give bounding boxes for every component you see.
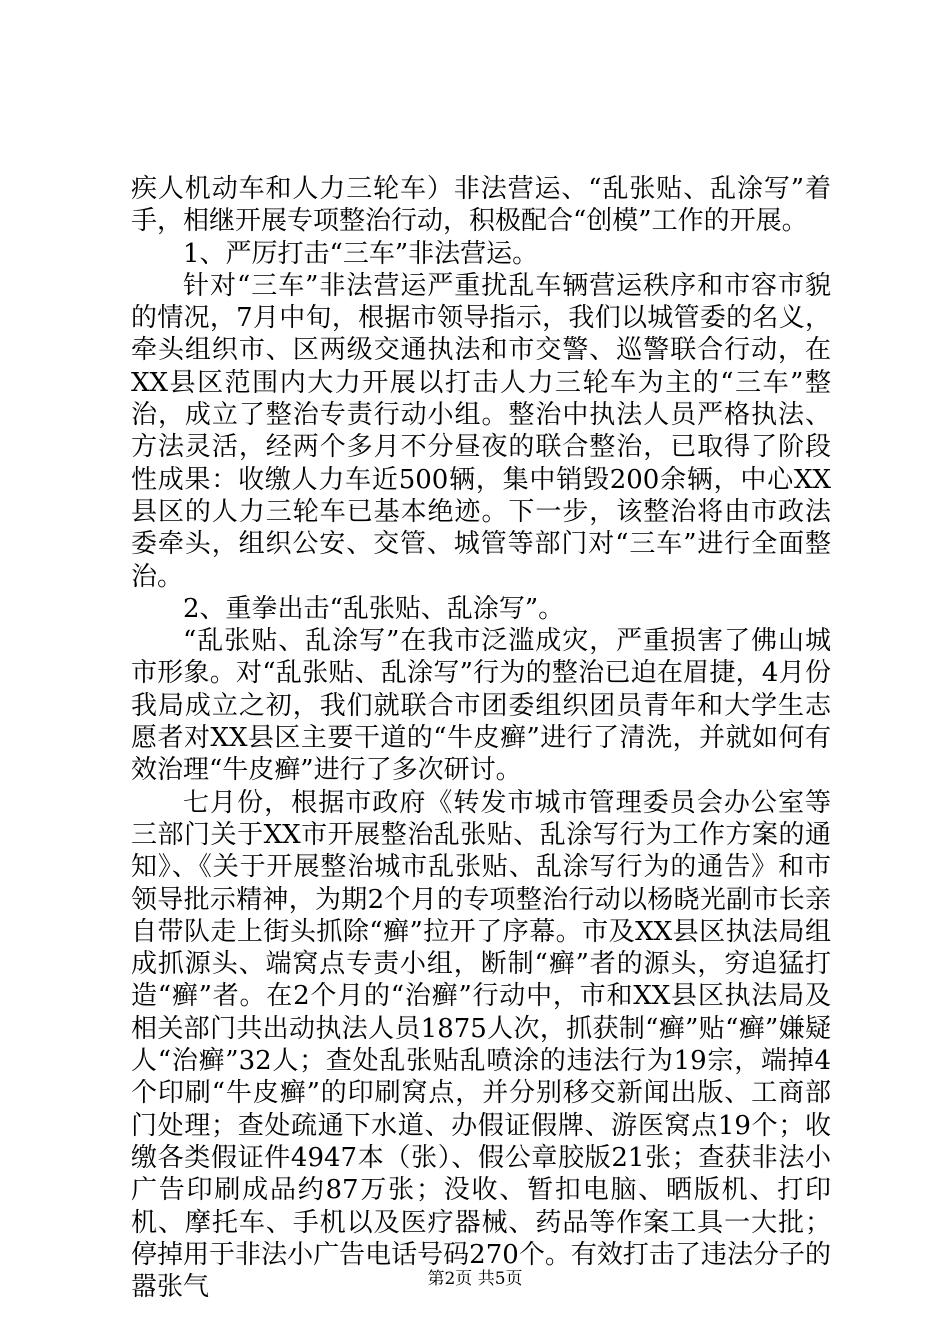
paragraph-continuation: 疾人机动车和人力三轮车）非法营运、“乱张贴、乱涂写”着手，相继开展专项整治行动，积极配合“创模”工作的开展。 [131,174,831,237]
document-body [131,173,831,1303]
paragraph-illegal-posting: “乱张贴、乱涂写”在我市泛滥成灾，严重损害了佛山城市形象。对“乱张贴、乱涂写”行为的整治已迫在眉捷，4月份我局成立之初，我们就联合市团委组织团员青年和大学生志愿者对XX县区主要干道的“牛皮癣”进行了清洗，并就如何有效治理“牛皮癣”进行了多次研讨。 [131,626,831,786]
paragraph-three-vehicles: 针对“三车”非法营运严重扰乱车辆营运秩序和市容市貌的情况，7月中旬，根据市领导指示，我们以城管委的名义，牵头组织市、区两级交通执法和市交警、巡警联合行动，在XX县区范围内大力开展以打击人力三轮车为主的“三车”整治，成立了整治专责行动小组。整治中执法人员严格执法、方法灵活，经两个多月不分昼夜的联合整治，已取得了阶段性成果：收缴人力车近500辆，集中销毁200余辆，中心XX县区的人力三轮车已基本绝迹。下一步，该整治将由市政法委牵头，组织公安、交管、城管等部门对“三车”进行全面整治。 [131,270,831,592]
paragraph-july-campaign: 七月份，根据市政府《转发市城市管理委员会办公室等三部门关于XX市开展整治乱张贴、乱涂写行为工作方案的通知》、《关于开展整治城市乱张贴、乱涂写行为的通告》和市领导批示精神，为期2个月的专项整治行动以杨晓光副市长亲自带队走上街头抓除“癣”拉开了序幕。市及XX县区执法局组成抓源头、端窝点专责小组，断制“癣”者的源头，穷追猛打造“癣”者。在2个月的“治癣”行动中，市和XX县区执法局及相关部门共出动执法人员1875人次，抓获制“癣”贴“癣”嫌疑人“治癣”32人；查处乱张贴乱喷涂的违法行为19宗，端掉4个印刷“牛皮癣”的印刷窝点，并分别移交新闻出版、工商部门处理；查处疏通下水道、办假证假牌、游医窝点19个；收缴各类假证件4947本（张）、假公章胶版21张；查获非法小广告印刷成品约87万张；没收、暂扣电脑、晒版机、打印机、摩托车、手机以及医疗器械、药品等作案工具一大批；停掉用于非法小广告电话号码270个。有效打击了违法分子的嚣张气 [131,787,831,1303]
page-number-footer: 第2页 共5页 [427,1269,523,1289]
section-heading-1: 1、严厉打击“三车”非法营运。 [183,238,539,269]
section-heading-2: 2、重拳出击“乱张贴、乱涂写”。 [183,593,565,624]
